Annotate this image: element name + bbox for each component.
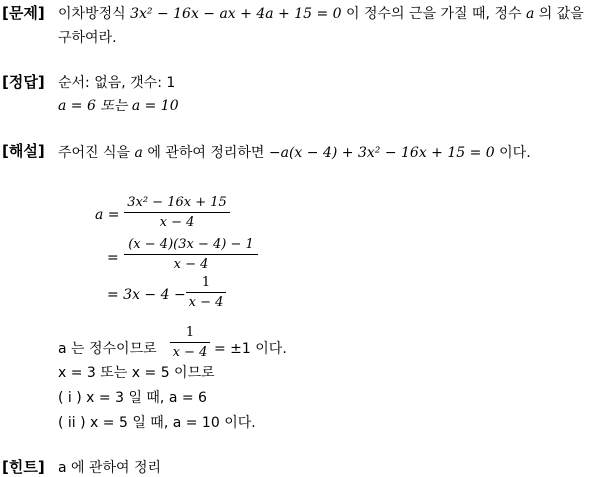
fraction-1-numerator: 3x² − 16x + 15 xyxy=(127,195,227,210)
solution-intro-var: a xyxy=(134,145,143,161)
problem-variable: a xyxy=(525,6,535,22)
problem-text-post: 의 값을 xyxy=(534,6,584,22)
condition-fraction-denominator: x − 4 xyxy=(172,345,208,360)
solution-intro-mid: 에 관하여 정리하면 xyxy=(142,145,269,161)
hint-tag: [힌트] xyxy=(2,458,45,476)
solution-intro-post: 이다. xyxy=(494,145,531,161)
condition-fraction-numerator: 1 xyxy=(185,325,195,340)
problem-text-pre: 이차방정식 xyxy=(58,6,131,22)
problem-equation: 3x² − 16x − ax + 4a + 15 = 0 xyxy=(130,6,342,22)
fraction-3-denominator: x − 4 xyxy=(188,295,224,310)
problem-text-mid: 이 정수의 근을 가질 때, 정수 xyxy=(341,6,526,22)
hint-text: a 에 관하여 정리 xyxy=(58,460,162,476)
fraction-1 xyxy=(124,195,230,231)
problem-line-1 xyxy=(58,3,584,23)
solution-intro-equation: −a(x − 4) + 3x² − 16x + 15 = 0 xyxy=(268,145,495,161)
problem-line-2: 구하여라. xyxy=(58,30,117,46)
problem-tag: [문제] xyxy=(2,4,45,22)
fraction-2-denominator: x − 4 xyxy=(173,257,209,272)
fraction-1-denominator: x − 4 xyxy=(159,215,195,230)
solution-intro-pre: 주어진 식을 xyxy=(58,145,135,161)
fraction-1-bar xyxy=(124,212,230,213)
fraction-2-numerator: (x − 4)(3x − 4) − 1 xyxy=(128,237,254,252)
fraction-3 xyxy=(186,275,226,311)
answer-line-1: 순서: 없음, 갯수: 1 xyxy=(58,75,176,91)
derivation-eq-2: = xyxy=(107,250,119,266)
condition-fraction-bar xyxy=(170,342,210,343)
fraction-3-bar xyxy=(186,292,226,293)
x-values: x = 3 또는 x = 5 이므로 xyxy=(58,365,215,381)
derivation-lhs: a = xyxy=(95,207,120,223)
fraction-2-bar xyxy=(124,254,258,255)
condition-text-post: = ±1 이다. xyxy=(214,341,287,357)
solution-tag: [해설] xyxy=(2,142,45,160)
fraction-2 xyxy=(124,237,258,273)
condition-text-pre: a 는 정수이므로 xyxy=(58,341,157,357)
answer-line-2: a = 6 또는 a = 10 xyxy=(58,98,179,114)
case-2: ( ii ) x = 5 일 때, a = 10 이다. xyxy=(58,415,256,431)
solution-intro xyxy=(58,142,531,162)
derivation-eq-3: = 3x − 4 − xyxy=(107,287,186,303)
answer-tag: [정답] xyxy=(2,73,45,91)
fraction-3-numerator: 1 xyxy=(201,275,211,290)
condition-fraction xyxy=(170,325,210,361)
case-1: ( i ) x = 3 일 때, a = 6 xyxy=(58,390,207,406)
